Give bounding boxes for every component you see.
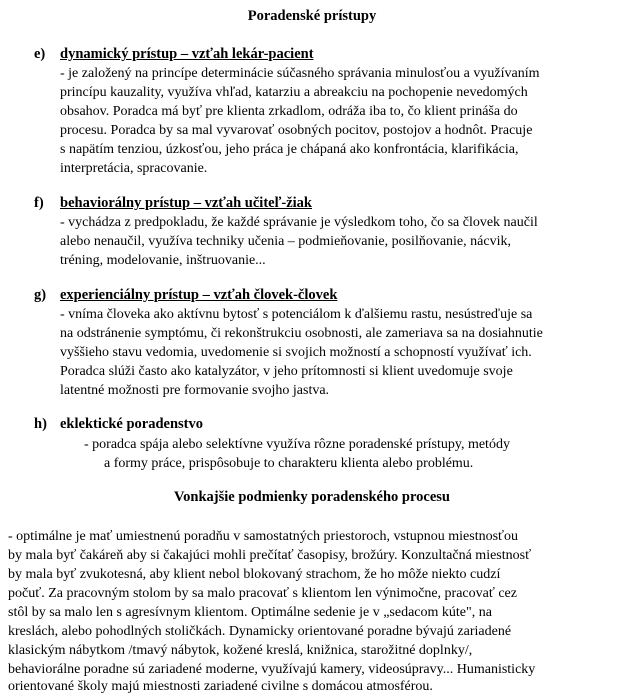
text-line: vyššieho stavu vedomia, uvedomenie si svojich možností a schopností využívať ich. — [60, 345, 532, 360]
text-line: Poradca slúži často ako katalyzátor, v jeho prítomnosti si klient uvedomuje svoje — [60, 364, 513, 379]
text-line: obsahov. Poradca má byť pre klienta zrkadlom, odráža iba to, čo klient prináša do — [60, 104, 518, 119]
text-line: klasickým nábytkom /tmavý nábytok, kožené kreslá, knižnica, starožitné doplnky/, — [8, 643, 473, 658]
text-line: princípu kauzality, využíva vhľad, katarziu a abreakciu na pochopenie nevedomých — [60, 85, 528, 100]
text-line: s napätím tenziou, úzkosťou, jeho práca je chápaná ako konfrontácia, klarifikácia, — [60, 142, 519, 157]
section-subtitle: Vonkajšie podmienky poradenského procesu — [174, 489, 450, 505]
section-title: eklektické poradenstvo — [60, 416, 203, 432]
text-line: tréning, modelovanie, inštruovanie... — [60, 253, 266, 268]
text-line: stôl by sa malo len s agresívnym klientom. Optimálne sedenie je v „sedacom kúte", na — [8, 605, 492, 620]
text-line: počuť. Za pracovným stolom by sa malo pracovať s klientom len výnimočne, pracovať cez — [8, 586, 517, 601]
text-line: orientované školy majú miestnosti zariadené civilne s domácou atmosférou. — [8, 679, 433, 694]
section-mark: f) — [34, 195, 44, 211]
section-title: dynamický prístup – vzťah lekár-pacient — [60, 46, 314, 62]
text-line: by mala byť zvukotesná, aby klient nebol blokovaný strachom, že ho môže niekto cudzí — [8, 567, 501, 582]
text-line: behaviorálne poradne sú zariadené moderne, využívajú kamery, videosúpravy... Humanisticky — [8, 662, 536, 677]
text-line: a formy práce, prispôsobuje to charakteru klienta alebo problému. — [104, 456, 474, 471]
text-line: - vníma človeka ako aktívnu bytosť s potenciálom k ďalšiemu rastu, nesústreďuje sa — [60, 307, 533, 322]
section-heading-h — [34, 416, 203, 433]
text-line: interpretácia, spracovanie. — [60, 161, 208, 176]
text-line: - vychádza z predpokladu, že každé správanie je výsledkom toho, čo sa človek naučil — [60, 215, 538, 230]
text-line: - je založený na princípe determinácie súčasného správania minulosťou a využívaním — [60, 66, 540, 81]
text-line: - optimálne je mať umiestnenú poradňu v samostatných priestoroch, vstupnou miestnosťou — [8, 529, 519, 544]
text-line: na odstránenie symptómu, či rekonštrukciu osobnosti, ale zameriava sa na dosiahnutie — [60, 326, 543, 341]
section-title: behaviorálny prístup – vzťah učiteľ-žiak — [60, 195, 313, 211]
text-line: alebo nenaučil, využíva techniky učenia – podmieňovanie, posilňovanie, nácvik, — [60, 234, 511, 249]
section-mark: g) — [34, 287, 47, 303]
text-line: by mala byť čakáreň aby si čakajúci mohli prečítať časopisy, brožúry. Konzultačná miestnosť — [8, 548, 532, 563]
section-heading-g — [34, 287, 337, 304]
section-mark: e) — [34, 46, 46, 62]
text-line: kreslách, alebo pohodlných stoličkách. Dynamicky orientované poradne bývajú zariadené — [8, 624, 512, 639]
text-line: procesu. Poradca by sa mal vyvarovať osobných pocitov, postojov a hodnôt. Pracuje — [60, 123, 533, 138]
section-heading-e — [34, 46, 314, 63]
page-title: Poradenské prístupy — [247, 8, 377, 24]
section-mark: h) — [34, 416, 47, 432]
section-heading-f — [34, 195, 312, 212]
text-line: - poradca spája alebo selektívne využíva rôzne poradenské prístupy, metódy — [84, 437, 510, 452]
section-title: experienciálny prístup – vzťah človek-človek — [60, 287, 338, 303]
text-line: latentné možnosti pre formovanie svojho jastva. — [60, 383, 330, 398]
